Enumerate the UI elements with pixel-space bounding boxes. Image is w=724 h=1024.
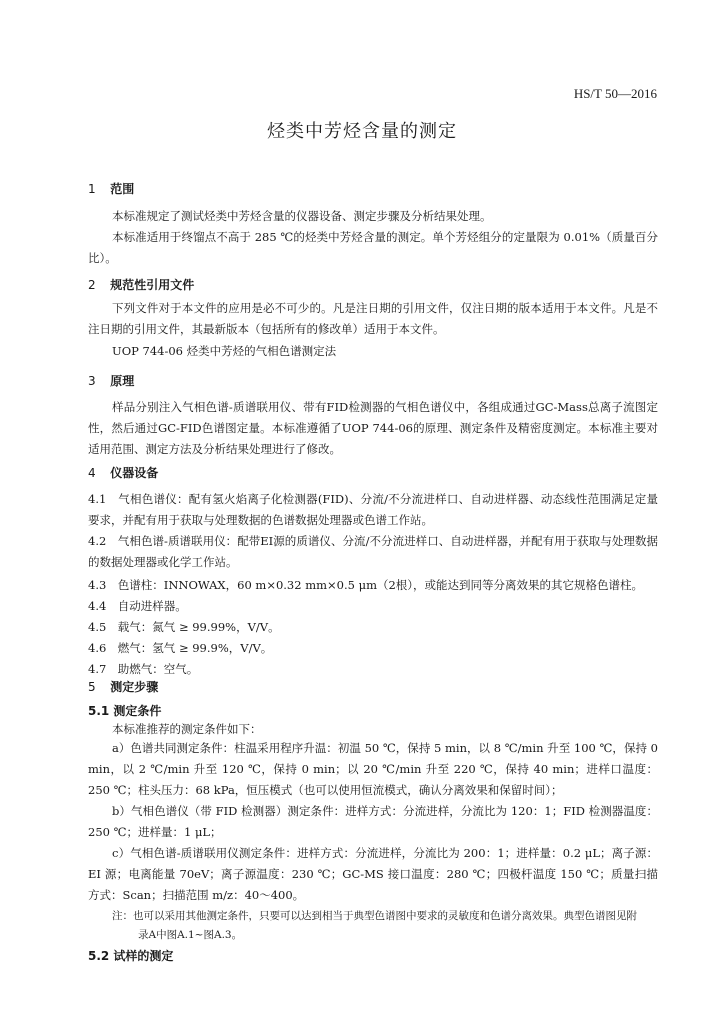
section-number: 4 [88,466,96,480]
section-title: 范围 [110,182,135,196]
equipment-item-4-1: 4.1 气相色谱仪：配有氢火焰离子化检测器(FID)、分流/不分流进样口、自动进样器、动态线性范围满足定量要求，并配有用于获取与处理数据的色谱数据处理器或色谱工作站。 [88,492,658,527]
section-3-paragraph-1: 样品分别注入气相色谱-质谱联用仪、带有FID检测器的气相色谱仪中，各组成通过GC-Mass总离子流图定性，然后通过GC-FID色谱图定量。本标准遵循了UOP 744-06的原理、测定条件及精密度测定。本标准主要对适用范围、测定方法及分析结果处理进行了修改。 [88,400,658,456]
section-1-paragraph-2: 本标准适用于终馏点不高于 285 ℃的烃类中芳烃含量的测定。单个芳烃组分的定量限为 0.01%（质量百分比）。 [88,230,658,265]
conditions-intro: 本标准推荐的测定条件如下： [112,722,262,736]
subsection-5-1-heading: 5.1 测定条件 [88,704,162,718]
document-title: 烃类中芳烃含量的测定 [267,121,457,142]
normative-reference: UOP 744-06 烃类中芳烃的气相色谱测定法 [112,344,337,358]
note-line-2: 录A中图A.1~图A.3。 [138,929,243,941]
section-number: 2 [88,278,96,292]
section-title: 原理 [110,374,135,388]
section-2-paragraph-1: 下列文件对于本文件的应用是必不可少的。凡是注日期的引用文件，仅注日期的版本适用于本文件。凡是不注日期的引用文件，其最新版本（包括所有的修改单）适用于本文件。 [88,301,658,336]
section-1-paragraph-1: 本标准规定了测试烃类中芳烃含量的仪器设备、测定步骤及分析结果处理。 [112,209,492,223]
section-1-heading [88,180,134,197]
equipment-item-4-4: 4.4 自动进样器。 [88,599,187,613]
section-title: 测定步骤 [110,680,159,694]
equipment-item-4-5: 4.5 载气：氮气 ≥ 99.99%，V/V。 [88,620,280,634]
standard-number: HS/T 50—2016 [573,86,657,101]
equipment-item-4-6: 4.6 燃气：氢气 ≥ 99.9%，V/V。 [88,641,273,655]
section-4-heading [88,464,158,481]
section-number: 3 [88,374,96,388]
section-number: 5 [88,680,96,694]
note-line-1: 注：也可以采用其他测定条件，只要可以达到相当于典型色谱图中要求的灵敏度和色谱分离效果。典型色谱图见附 [112,910,637,922]
condition-b: b）气相色谱仪（带 FID 检测器）测定条件：进样方式：分流进样，分流比为 120：1；FID 检测器温度：250 ℃；进样量：1 μL； [88,804,658,839]
equipment-item-4-3: 4.3 色谱柱：INNOWAX，60 m×0.32 mm×0.5 μm（2根），或能达到同等分离效果的其它规格色谱柱。 [88,578,644,592]
equipment-item-4-2: 4.2 气相色谱-质谱联用仪：配带EI源的质谱仪、分流/不分流进样口、自动进样器，并配有用于获取与处理数据的数据处理器或化学工作站。 [88,534,658,569]
section-3-heading [88,372,134,389]
section-title: 规范性引用文件 [110,278,195,292]
subsection-5-2-heading: 5.2 试样的测定 [88,949,174,963]
condition-a: a）色谱共同测定条件：柱温采用程序升温：初温 50 ℃，保持 5 min，以 8 ℃/min 升至 100 ℃，保持 0 min，以 2 ℃/min 升至 120 ℃，保持 0 min；以 20 ℃/min 升至 220 ℃，保持 40 min；进样口温度：250 ℃；柱头压力：68 kPa，恒压模式（也可以使用恒流模式，确认分离效果和保留时间）； [88,741,658,797]
conditions-note [112,907,658,945]
section-2-heading [88,276,194,293]
condition-c: c）气相色谱-质谱联用仪测定条件：进样方式：分流进样，分流比为 200：1；进样量：0.2 μL；离子源：EI 源；电离能量 70eV；离子源温度：230 ℃；GC-MS 接口温度：280 ℃；四极杆温度 150 ℃；质量扫描方式：Scan；扫描范围 m/z：40～400。 [88,846,658,902]
section-title: 仪器设备 [110,466,159,480]
section-number: 1 [88,182,96,196]
section-5-heading [88,678,158,695]
equipment-item-4-7: 4.7 助燃气：空气。 [88,662,199,676]
